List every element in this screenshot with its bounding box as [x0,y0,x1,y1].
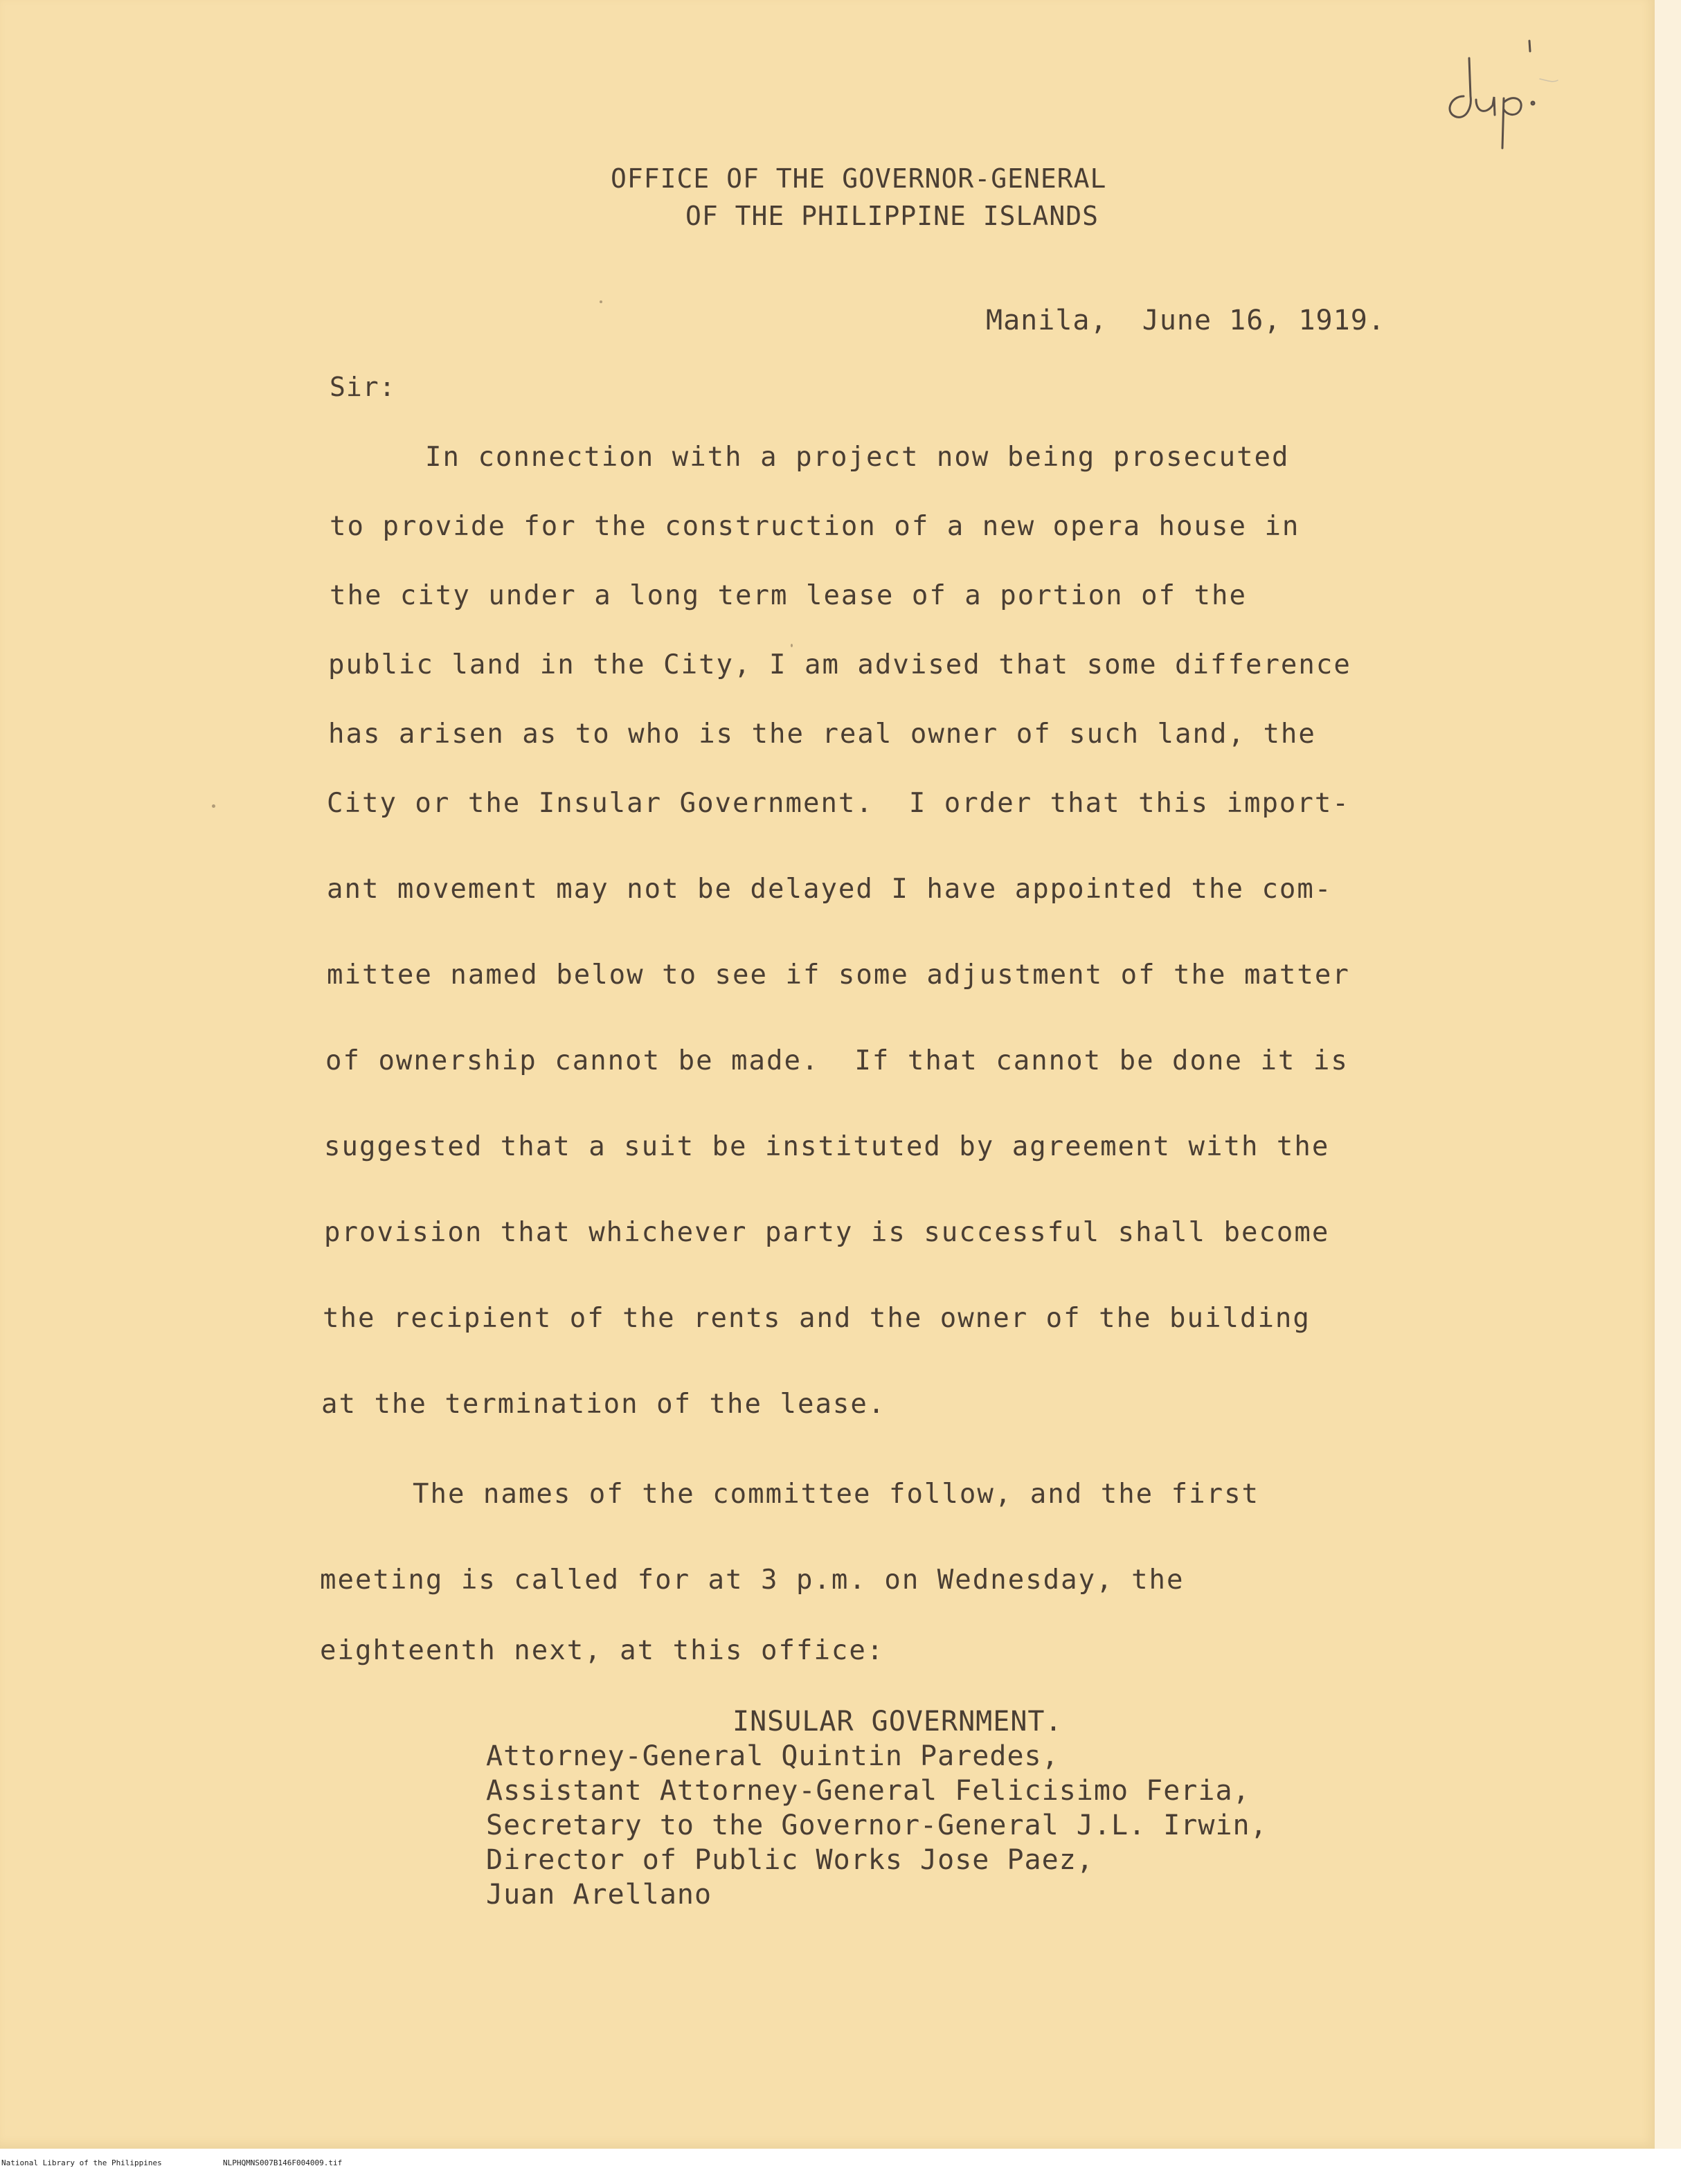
body-line: suggested that a suit be instituted by agreement with the [324,1131,1330,1162]
body-line: The names of the committee follow, and the first [413,1479,1260,1510]
footer-file: NLPHQMNS007B146F004009.tif [223,2158,343,2167]
body-line: at the termination of the lease. [321,1389,886,1420]
body-line: eighteenth next, at this office: [320,1635,885,1666]
body-line: to provide for the construction of a new opera house in [330,511,1300,542]
letterhead-line-1: OFFICE OF THE GOVERNOR-GENERAL [611,163,1107,194]
committee-member: Attorney-General Quintin Paredes, [486,1740,1059,1772]
body-line: the city under a long term lease of a portion of the [330,580,1247,611]
committee-member: Assistant Attorney-General Felicisimo Feria, [486,1775,1250,1807]
body-line: ant movement may not be delayed I have appointed the com- [327,874,1333,905]
paper-speck [212,804,215,808]
committee-member: Director of Public Works Jose Paez, [486,1844,1094,1876]
body-line: the recipient of the rents and the owner of the building [323,1303,1311,1334]
handwritten-annotation [1436,30,1561,155]
body-line: meeting is called for at 3 p.m. on Wednesday, the [320,1564,1185,1596]
body-line: City or the Insular Government. I order that this import- [327,788,1350,819]
body-line: mittee named below to see if some adjustment of the matter [327,959,1350,991]
committee-member: Secretary to the Governor-General J.L. Irwin, [486,1810,1268,1841]
dateline: Manila, June 16, 1919. [986,305,1385,336]
body-line: provision that whichever party is successful shall become [324,1217,1330,1248]
body-line: of ownership cannot be made. If that cannot be done it is [325,1045,1349,1076]
body-line: In connection with a project now being prosecuted [425,442,1290,473]
body-line: has arisen as to who is the real owner of such land, the [328,719,1316,750]
salutation: Sir: [330,372,396,402]
letterhead-line-2: OF THE PHILIPPINE ISLANDS [685,201,1099,231]
footer-library: National Library of the Philippines [1,2158,162,2167]
paper-speck [791,644,793,647]
paper-speck [600,300,602,303]
committee-member: Juan Arellano [486,1879,712,1911]
body-line: public land in the City, I am advised that some difference [328,649,1351,680]
scan-footer [0,2157,1681,2172]
scan-margin [1655,0,1681,2149]
committee-heading: INSULAR GOVERNMENT. [732,1706,1063,1738]
